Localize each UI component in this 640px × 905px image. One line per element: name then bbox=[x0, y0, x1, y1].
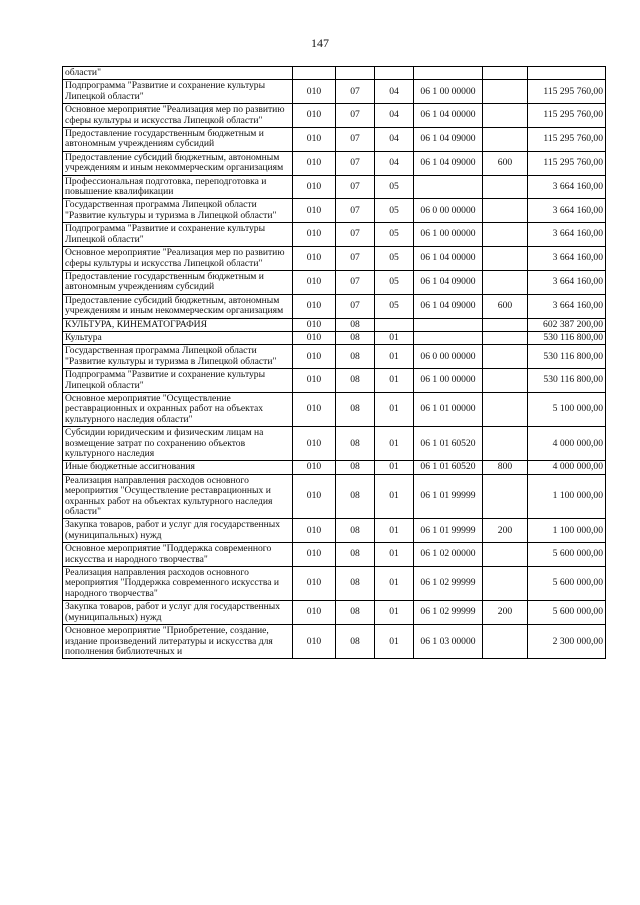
table-row bbox=[63, 270, 606, 294]
row-expense-cell: 800 bbox=[483, 461, 528, 474]
row-section-cell: 08 bbox=[336, 427, 375, 461]
row-name-cell: Закупка товаров, работ и услуг для государственных (муниципальных) нужд bbox=[63, 601, 293, 625]
row-name-cell: Основное мероприятие "Приобретение, создание, издание произведений литературы и искусства для пополнения библиотечных и bbox=[63, 625, 293, 659]
row-amount-cell: 3 664 160,00 bbox=[528, 223, 606, 247]
row-amount-cell: 115 295 760,00 bbox=[528, 151, 606, 175]
table-row bbox=[63, 474, 606, 519]
row-section-cell: 07 bbox=[336, 151, 375, 175]
row-name-cell: Основное мероприятие "Реализация мер по развитию сферы культуры и искусства Липецкой области" bbox=[63, 247, 293, 271]
row-target-cell bbox=[414, 175, 483, 199]
row-section-cell: 07 bbox=[336, 175, 375, 199]
row-subsection-cell: 01 bbox=[375, 427, 414, 461]
row-section-cell: 07 bbox=[336, 80, 375, 104]
row-amount-cell: 1 100 000,00 bbox=[528, 519, 606, 543]
row-section-cell: 07 bbox=[336, 223, 375, 247]
row-expense-cell bbox=[483, 175, 528, 199]
row-name-cell: Предоставление субсидий бюджетным, автономным учреждениям и иным некоммерческим организациям bbox=[63, 294, 293, 318]
row-expense-cell bbox=[483, 345, 528, 369]
row-subsection-cell: 01 bbox=[375, 392, 414, 426]
row-name-cell: Иные бюджетные ассигнования bbox=[63, 461, 293, 474]
row-code-cell: 010 bbox=[293, 318, 336, 331]
row-code-cell: 010 bbox=[293, 175, 336, 199]
row-subsection-cell: 05 bbox=[375, 270, 414, 294]
row-amount-cell: 602 387 200,00 bbox=[528, 318, 606, 331]
row-section-cell: 08 bbox=[336, 392, 375, 426]
row-amount-cell: 115 295 760,00 bbox=[528, 80, 606, 104]
row-target-cell: 06 1 04 00000 bbox=[414, 247, 483, 271]
row-section-cell: 07 bbox=[336, 128, 375, 152]
table-row bbox=[63, 175, 606, 199]
row-code-cell: 010 bbox=[293, 601, 336, 625]
row-expense-cell bbox=[483, 199, 528, 223]
budget-table-body bbox=[63, 67, 606, 659]
row-amount-cell: 3 664 160,00 bbox=[528, 175, 606, 199]
row-expense-cell bbox=[483, 392, 528, 426]
table-row bbox=[63, 427, 606, 461]
row-name-cell: Субсидии юридическим и физическим лицам на возмещение затрат по сохранению объектов культурного наследия bbox=[63, 427, 293, 461]
row-subsection-cell: 05 bbox=[375, 294, 414, 318]
row-target-cell: 06 1 04 00000 bbox=[414, 104, 483, 128]
row-amount-cell: 115 295 760,00 bbox=[528, 128, 606, 152]
row-target-cell: 06 0 00 00000 bbox=[414, 345, 483, 369]
row-name-cell: Предоставление государственным бюджетным и автономным учреждениям субсидий bbox=[63, 128, 293, 152]
table-row bbox=[63, 318, 606, 331]
row-target-cell: 06 1 01 60520 bbox=[414, 461, 483, 474]
row-name-cell: Подпрограмма "Развитие и сохранение культуры Липецкой области" bbox=[63, 223, 293, 247]
row-expense-cell bbox=[483, 104, 528, 128]
row-name-cell: Основное мероприятие "Реализация мер по развитию сферы культуры и искусства Липецкой области" bbox=[63, 104, 293, 128]
row-subsection-cell bbox=[375, 67, 414, 80]
row-section-cell: 08 bbox=[336, 625, 375, 659]
row-expense-cell bbox=[483, 80, 528, 104]
table-row bbox=[63, 223, 606, 247]
row-code-cell: 010 bbox=[293, 294, 336, 318]
row-name-cell: Реализация направления расходов основного мероприятия "Осуществление реставрационных и охранных работ на объектах культурного наследия области" bbox=[63, 474, 293, 519]
row-expense-cell: 200 bbox=[483, 601, 528, 625]
row-section-cell: 08 bbox=[336, 318, 375, 331]
row-expense-cell bbox=[483, 543, 528, 567]
row-section-cell: 07 bbox=[336, 199, 375, 223]
row-code-cell: 010 bbox=[293, 247, 336, 271]
row-target-cell: 06 1 00 00000 bbox=[414, 223, 483, 247]
row-amount-cell: 5 100 000,00 bbox=[528, 392, 606, 426]
row-subsection-cell: 01 bbox=[375, 519, 414, 543]
row-name-cell: Основное мероприятие "Поддержка современного искусства и народного творчества" bbox=[63, 543, 293, 567]
row-code-cell: 010 bbox=[293, 128, 336, 152]
row-name-cell: Закупка товаров, работ и услуг для государственных (муниципальных) нужд bbox=[63, 519, 293, 543]
row-expense-cell bbox=[483, 67, 528, 80]
table-row bbox=[63, 567, 606, 601]
row-name-cell: Предоставление субсидий бюджетным, автономным учреждениям и иным некоммерческим организациям bbox=[63, 151, 293, 175]
row-name-cell: КУЛЬТУРА, КИНЕМАТОГРАФИЯ bbox=[63, 318, 293, 331]
row-code-cell: 010 bbox=[293, 461, 336, 474]
row-section-cell: 07 bbox=[336, 270, 375, 294]
row-subsection-cell: 05 bbox=[375, 223, 414, 247]
row-amount-cell: 3 664 160,00 bbox=[528, 199, 606, 223]
row-expense-cell bbox=[483, 331, 528, 344]
row-section-cell: 08 bbox=[336, 543, 375, 567]
row-expense-cell bbox=[483, 567, 528, 601]
row-name-cell: Культура bbox=[63, 331, 293, 344]
row-expense-cell: 200 bbox=[483, 519, 528, 543]
row-name-cell: Подпрограмма "Развитие и сохранение культуры Липецкой области" bbox=[63, 80, 293, 104]
row-target-cell: 06 1 03 00000 bbox=[414, 625, 483, 659]
table-row bbox=[63, 104, 606, 128]
table-row bbox=[63, 247, 606, 271]
row-subsection-cell: 01 bbox=[375, 543, 414, 567]
row-target-cell: 06 1 01 99999 bbox=[414, 519, 483, 543]
row-target-cell: 06 1 00 00000 bbox=[414, 80, 483, 104]
page-number: 147 bbox=[311, 36, 329, 50]
row-code-cell: 010 bbox=[293, 567, 336, 601]
row-target-cell: 06 1 02 99999 bbox=[414, 601, 483, 625]
row-expense-cell bbox=[483, 369, 528, 393]
row-expense-cell bbox=[483, 474, 528, 519]
row-code-cell: 010 bbox=[293, 392, 336, 426]
row-code-cell: 010 bbox=[293, 104, 336, 128]
row-section-cell: 08 bbox=[336, 461, 375, 474]
row-expense-cell bbox=[483, 318, 528, 331]
row-amount-cell: 5 600 000,00 bbox=[528, 567, 606, 601]
row-amount-cell: 115 295 760,00 bbox=[528, 104, 606, 128]
table-row bbox=[63, 294, 606, 318]
table-row bbox=[63, 151, 606, 175]
row-section-cell: 08 bbox=[336, 369, 375, 393]
row-target-cell: 06 1 01 00000 bbox=[414, 392, 483, 426]
row-expense-cell: 600 bbox=[483, 151, 528, 175]
row-code-cell: 010 bbox=[293, 369, 336, 393]
row-name-cell: Профессиональная подготовка, переподготовка и повышение квалификации bbox=[63, 175, 293, 199]
row-amount-cell: 5 600 000,00 bbox=[528, 601, 606, 625]
row-section-cell: 08 bbox=[336, 601, 375, 625]
budget-table bbox=[62, 66, 606, 659]
row-amount-cell: 5 600 000,00 bbox=[528, 543, 606, 567]
row-target-cell: 06 1 04 09000 bbox=[414, 128, 483, 152]
table-row bbox=[63, 128, 606, 152]
row-amount-cell: 3 664 160,00 bbox=[528, 270, 606, 294]
table-row bbox=[63, 331, 606, 344]
row-subsection-cell: 01 bbox=[375, 474, 414, 519]
row-code-cell: 010 bbox=[293, 223, 336, 247]
row-expense-cell bbox=[483, 223, 528, 247]
row-amount-cell: 530 116 800,00 bbox=[528, 369, 606, 393]
table-row bbox=[63, 369, 606, 393]
row-code-cell bbox=[293, 67, 336, 80]
table-row bbox=[63, 461, 606, 474]
row-expense-cell bbox=[483, 270, 528, 294]
row-amount-cell: 530 116 800,00 bbox=[528, 331, 606, 344]
row-section-cell: 08 bbox=[336, 345, 375, 369]
row-subsection-cell: 04 bbox=[375, 151, 414, 175]
row-code-cell: 010 bbox=[293, 625, 336, 659]
row-target-cell bbox=[414, 318, 483, 331]
row-name-cell: Реализация направления расходов основного мероприятия "Поддержка современного искусства и народного творчества" bbox=[63, 567, 293, 601]
row-name-cell: Государственная программа Липецкой области "Развитие культуры и туризма в Липецкой области" bbox=[63, 345, 293, 369]
row-subsection-cell: 01 bbox=[375, 567, 414, 601]
row-amount-cell: 4 000 000,00 bbox=[528, 427, 606, 461]
row-name-cell: Основное мероприятие "Осуществление реставрационных и охранных работ на объектах культурного наследия области" bbox=[63, 392, 293, 426]
row-code-cell: 010 bbox=[293, 80, 336, 104]
row-target-cell: 06 1 01 99999 bbox=[414, 474, 483, 519]
row-amount-cell: 530 116 800,00 bbox=[528, 345, 606, 369]
row-code-cell: 010 bbox=[293, 151, 336, 175]
row-subsection-cell: 05 bbox=[375, 199, 414, 223]
row-section-cell: 08 bbox=[336, 519, 375, 543]
row-target-cell: 06 1 04 09000 bbox=[414, 151, 483, 175]
table-row bbox=[63, 601, 606, 625]
table-row bbox=[63, 625, 606, 659]
row-code-cell: 010 bbox=[293, 519, 336, 543]
row-subsection-cell: 01 bbox=[375, 601, 414, 625]
row-subsection-cell: 05 bbox=[375, 175, 414, 199]
row-subsection-cell: 01 bbox=[375, 331, 414, 344]
row-expense-cell bbox=[483, 625, 528, 659]
table-row bbox=[63, 519, 606, 543]
row-expense-cell: 600 bbox=[483, 294, 528, 318]
row-subsection-cell: 05 bbox=[375, 247, 414, 271]
row-subsection-cell: 04 bbox=[375, 128, 414, 152]
row-subsection-cell: 01 bbox=[375, 369, 414, 393]
table-row bbox=[63, 67, 606, 80]
row-code-cell: 010 bbox=[293, 199, 336, 223]
row-subsection-cell: 04 bbox=[375, 104, 414, 128]
row-target-cell bbox=[414, 67, 483, 80]
row-amount-cell: 2 300 000,00 bbox=[528, 625, 606, 659]
row-section-cell: 07 bbox=[336, 294, 375, 318]
row-target-cell: 06 1 00 00000 bbox=[414, 369, 483, 393]
row-section-cell: 08 bbox=[336, 474, 375, 519]
row-target-cell: 06 1 04 09000 bbox=[414, 294, 483, 318]
row-subsection-cell: 01 bbox=[375, 461, 414, 474]
row-code-cell: 010 bbox=[293, 331, 336, 344]
table-row bbox=[63, 199, 606, 223]
row-target-cell: 06 1 02 99999 bbox=[414, 567, 483, 601]
row-section-cell bbox=[336, 67, 375, 80]
row-name-cell: Подпрограмма "Развитие и сохранение культуры Липецкой области" bbox=[63, 369, 293, 393]
row-expense-cell bbox=[483, 247, 528, 271]
row-section-cell: 08 bbox=[336, 331, 375, 344]
row-name-cell: области" bbox=[63, 67, 293, 80]
row-code-cell: 010 bbox=[293, 543, 336, 567]
row-subsection-cell: 04 bbox=[375, 80, 414, 104]
row-expense-cell bbox=[483, 427, 528, 461]
row-section-cell: 07 bbox=[336, 104, 375, 128]
table-row bbox=[63, 543, 606, 567]
row-code-cell: 010 bbox=[293, 474, 336, 519]
row-section-cell: 07 bbox=[336, 247, 375, 271]
row-amount-cell: 3 664 160,00 bbox=[528, 294, 606, 318]
row-code-cell: 010 bbox=[293, 345, 336, 369]
row-subsection-cell: 01 bbox=[375, 345, 414, 369]
row-amount-cell: 1 100 000,00 bbox=[528, 474, 606, 519]
row-subsection-cell: 01 bbox=[375, 625, 414, 659]
row-code-cell: 010 bbox=[293, 427, 336, 461]
row-name-cell: Предоставление государственным бюджетным и автономным учреждениям субсидий bbox=[63, 270, 293, 294]
row-target-cell: 06 1 01 60520 bbox=[414, 427, 483, 461]
table-row bbox=[63, 392, 606, 426]
table-row bbox=[63, 80, 606, 104]
row-subsection-cell bbox=[375, 318, 414, 331]
row-target-cell: 06 1 04 09000 bbox=[414, 270, 483, 294]
row-amount-cell: 4 000 000,00 bbox=[528, 461, 606, 474]
row-amount-cell: 3 664 160,00 bbox=[528, 247, 606, 271]
row-target-cell: 06 1 02 00000 bbox=[414, 543, 483, 567]
row-name-cell: Государственная программа Липецкой области "Развитие культуры и туризма в Липецкой области" bbox=[63, 199, 293, 223]
row-target-cell: 06 0 00 00000 bbox=[414, 199, 483, 223]
row-target-cell bbox=[414, 331, 483, 344]
row-amount-cell bbox=[528, 67, 606, 80]
row-expense-cell bbox=[483, 128, 528, 152]
row-code-cell: 010 bbox=[293, 270, 336, 294]
row-section-cell: 08 bbox=[336, 567, 375, 601]
table-row bbox=[63, 345, 606, 369]
